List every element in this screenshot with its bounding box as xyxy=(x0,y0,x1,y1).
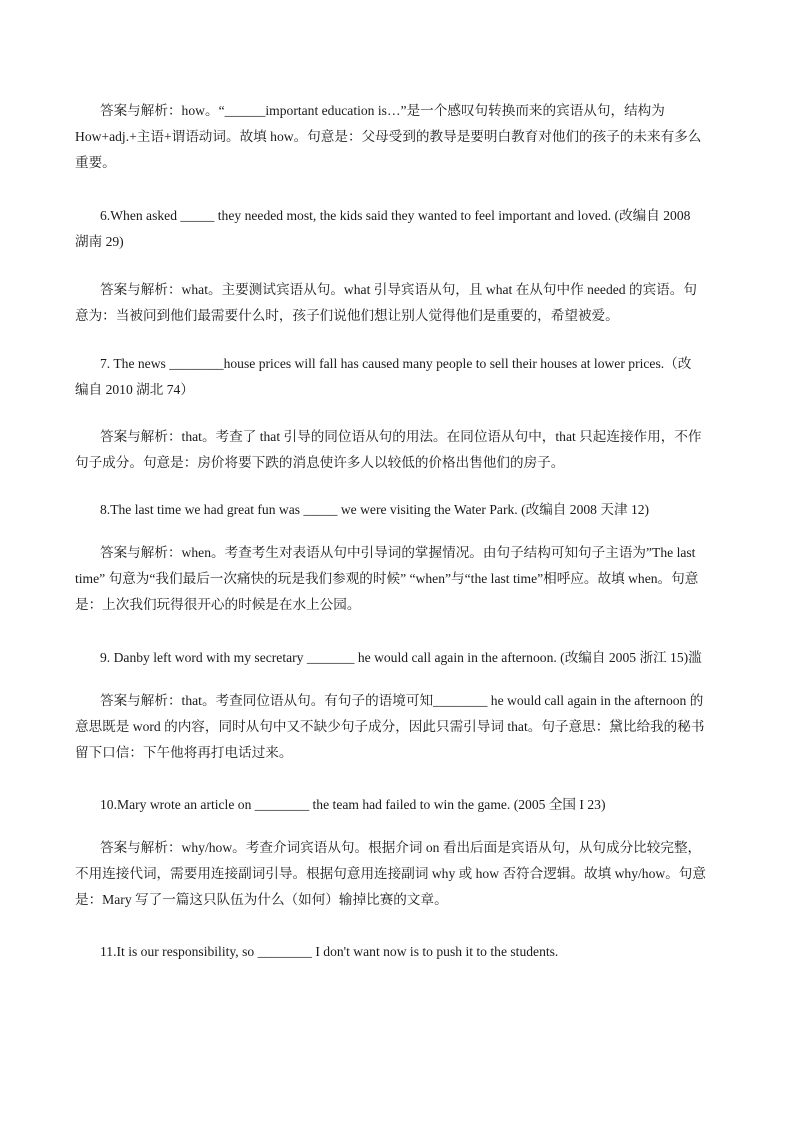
text-line: 编自 2010 湖北 74） xyxy=(75,382,194,397)
text-line: 答案与解析：why/how。考查介词宾语从句。根据介词 on 看出后面是宾语从句，从句成分比较完整， xyxy=(100,840,702,855)
answer-7 xyxy=(75,424,723,476)
answer-8 xyxy=(75,540,723,618)
text-line: 答案与解析：what。主要测试宾语从句。what 引导宾语从句，且 what 在从句中作 needed 的宾语。句 xyxy=(100,282,697,297)
text-line: 8.The last time we had great fun was _____ we were visiting the Water Park. (改编自 2008 天津 12) xyxy=(100,502,650,517)
question-11 xyxy=(75,939,723,965)
text-line: 10.Mary wrote an article on ________ the team had failed to win the game. (2005 全国 I 23) xyxy=(100,797,606,812)
text-line: How+adj.+主语+谓语动词。故填 how。句意是：父母受到的教导是要明白教育对他们的孩子的未来有多么 xyxy=(75,129,702,144)
text-line: 答案与解析：how。“______important education is…”是一个感叹句转换而来的宾语从句，结构为 xyxy=(100,103,665,118)
answer-9 xyxy=(75,688,723,766)
answer-6 xyxy=(75,277,723,329)
text-line: 答案与解析：when。考查考生对表语从句中引导词的掌握情况。由句子结构可知句子主语为”The last xyxy=(100,545,696,560)
text-line: 答案与解析：that。考查了 that 引导的同位语从句的用法。在同位语从句中，that 只起连接作用，不作 xyxy=(100,429,702,444)
question-8 xyxy=(75,497,723,523)
text-line: 意为：当被问到他们最需要什么时，孩子们说他们想让别人觉得他们是重要的，希望被爱。 xyxy=(75,308,619,323)
text-line: 重要。 xyxy=(75,155,116,170)
answer-5 xyxy=(75,98,723,176)
question-6 xyxy=(75,203,723,255)
text-line: 湖南 29) xyxy=(75,234,124,249)
text-line: 11.It is our responsibility, so ________ I don't want now is to push it to the students. xyxy=(100,944,559,959)
text-line: 6.When asked _____ they needed most, the kids said they wanted to feel important and loved. (改编自 2008 xyxy=(100,208,691,223)
text-line: 意思既是 word 的内容，同时从句中又不缺少句子成分，因此只需引导词 that。句子意思：黛比给我的秘书 xyxy=(75,719,705,734)
question-7 xyxy=(75,351,723,403)
text-line: time” 句意为“我们最后一次痛快的玩是我们参观的时候” “when”与“the last time”相呼应。故填 when。句意 xyxy=(75,571,699,586)
text-line: 留下口信：下午他将再打电话过来。 xyxy=(75,745,293,760)
answer-10 xyxy=(75,835,723,913)
text-line: 是：上次我们玩得很开心的时候是在水上公园。 xyxy=(75,597,361,612)
text-line: 答案与解析：that。考查同位语从句。有句子的语境可知________ he would call again in the afternoon 的 xyxy=(100,693,704,708)
text-line: 是：Mary 写了一篇这只队伍为什么（如何）输掉比赛的文章。 xyxy=(75,892,448,907)
text-line: 7. The news ________house prices will fall has caused many people to sell their houses at lower prices.（改 xyxy=(100,356,692,371)
question-10 xyxy=(75,792,723,818)
text-line: 不用连接代词，需要用连接副词引导。根据句意用连接副词 why 或 how 否符合逻辑。故填 why/how。句意 xyxy=(75,866,706,881)
text-line: 9. Danby left word with my secretary _______ he would call again in the afternoon. (改编自 2005 浙江 15)滥 xyxy=(100,650,702,665)
question-9 xyxy=(75,645,723,671)
text-line: 句子成分。句意是：房价将要下跌的消息使许多人以较低的价格出售他们的房子。 xyxy=(75,455,565,470)
